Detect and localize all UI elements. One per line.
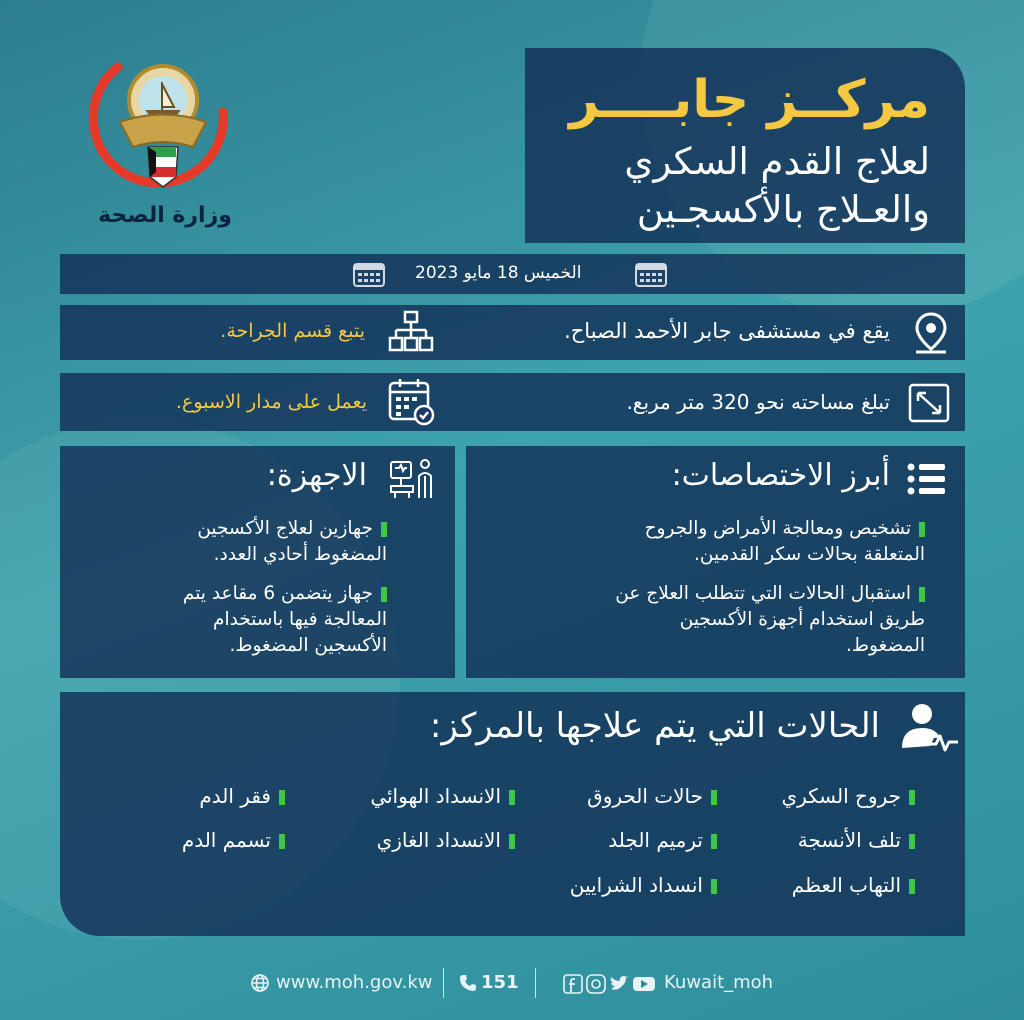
condition-item	[781, 784, 915, 808]
list-item-text: المضغوط أحادي العدد.	[213, 544, 387, 565]
condition-text: الانسداد الهوائي	[370, 784, 501, 808]
list-item	[197, 516, 387, 568]
list-item-text: استقبال الحالات التي تتطلب العلاج عن	[615, 583, 911, 604]
condition-text: ترميم الجلد	[608, 828, 703, 852]
list-item-text: الأكسجين المضغوط.	[229, 635, 387, 656]
bullet-marker	[381, 587, 387, 602]
bullet-marker	[909, 834, 915, 849]
list-item-text: جهاز يتضمن 6 مقاعد يتم	[182, 583, 373, 604]
list-item-text: المتعلقة بحالات سكر القدمين.	[694, 544, 925, 565]
phone-icon	[459, 974, 477, 992]
page-subtitle-1: لعلاج القدم السكري	[624, 140, 930, 183]
page-title: مركــز جابــــر	[569, 70, 930, 130]
calendar-icon	[353, 261, 385, 287]
department-text: يتبع قسم الجراحة.	[220, 320, 365, 342]
list-icon	[906, 462, 946, 496]
devices-heading: الاجهزة:	[266, 458, 367, 493]
title-panel	[525, 48, 965, 243]
medical-device-icon	[385, 456, 435, 502]
bullet-marker	[381, 522, 387, 537]
condition-text: حالات الحروق	[587, 784, 703, 808]
footer-divider	[535, 968, 536, 998]
facebook-icon[interactable]	[564, 975, 582, 993]
kuwait-emblem-logo	[88, 52, 238, 202]
bullet-marker	[909, 879, 915, 894]
conditions-panel	[60, 692, 965, 936]
ministry-name: وزارة الصحة	[98, 203, 232, 228]
area-text: تبلغ مساحته نحو 320 متر مربع.	[626, 390, 890, 414]
bullet-marker	[711, 834, 717, 849]
condition-item	[182, 828, 285, 852]
list-item-text: طريق استخدام أجهزة الأكسجين	[679, 609, 925, 630]
list-item	[615, 581, 925, 659]
bullet-marker	[919, 587, 925, 602]
bullet-marker	[711, 790, 717, 805]
condition-text: الانسداد الغازي	[376, 828, 501, 852]
calendar-icon	[635, 261, 667, 287]
social-handle[interactable]: Kuwait_moh	[664, 972, 774, 993]
website-link[interactable]: www.moh.gov.kw	[276, 972, 433, 993]
condition-item	[199, 784, 285, 808]
bullet-marker	[919, 522, 925, 537]
condition-item	[587, 784, 717, 808]
condition-item	[792, 873, 915, 897]
condition-item	[798, 828, 915, 852]
condition-text: تلف الأنسجة	[797, 828, 901, 852]
bullet-marker	[279, 790, 285, 805]
condition-text: انسداد الشرايين	[569, 873, 703, 897]
footer-divider	[443, 968, 444, 998]
calendar-check-icon	[388, 377, 436, 427]
specialties-panel	[466, 446, 965, 678]
location-row	[60, 305, 965, 360]
list-item-text: المعالجة فيها باستخدام	[213, 609, 387, 630]
social-icons	[563, 974, 657, 998]
bullet-marker	[909, 790, 915, 805]
list-item	[183, 581, 387, 659]
location-pin-icon	[912, 311, 950, 355]
hotline-number[interactable]: 151	[481, 972, 519, 993]
resize-arrows-icon	[908, 383, 950, 423]
list-item-text: جهازين لعلاج الأكسجين	[197, 518, 373, 539]
conditions-heading: الحالات التي يتم علاجها بالمركز:	[429, 706, 880, 746]
page-subtitle-2: والعـلاج بالأكسجـين	[636, 188, 930, 231]
condition-text: تسمم الدم	[181, 828, 271, 852]
instagram-icon[interactable]	[587, 975, 605, 993]
condition-item	[377, 828, 515, 852]
bullet-marker	[711, 879, 717, 894]
patient-pulse-icon	[900, 702, 960, 754]
condition-item	[608, 828, 717, 852]
list-item-text: المضغوط.	[846, 635, 925, 656]
area-row	[60, 373, 965, 431]
condition-text: التهاب العظم	[791, 873, 901, 897]
bullet-marker	[279, 834, 285, 849]
condition-text: فقر الدم	[199, 784, 271, 808]
date-text: الخميس 18 مايو 2023	[415, 263, 582, 283]
condition-text: جروح السكري	[781, 784, 901, 808]
bullet-marker	[509, 834, 515, 849]
globe-icon	[250, 973, 270, 993]
specialties-heading: أبرز الاختصاصات:	[671, 458, 890, 493]
twitter-icon[interactable]	[611, 976, 629, 990]
schedule-text: يعمل على مدار الاسبوع.	[176, 391, 367, 413]
org-chart-icon	[388, 310, 434, 356]
list-item-text: تشخيص ومعالجة الأمراض والجروح	[644, 518, 911, 539]
condition-item	[370, 784, 515, 808]
bullet-marker	[509, 790, 515, 805]
date-bar	[60, 254, 965, 294]
condition-item	[570, 873, 717, 897]
youtube-icon[interactable]	[633, 977, 655, 991]
list-item	[645, 516, 925, 568]
devices-panel	[60, 446, 455, 678]
location-text: يقع في مستشفى جابر الأحمد الصباح.	[564, 319, 890, 343]
